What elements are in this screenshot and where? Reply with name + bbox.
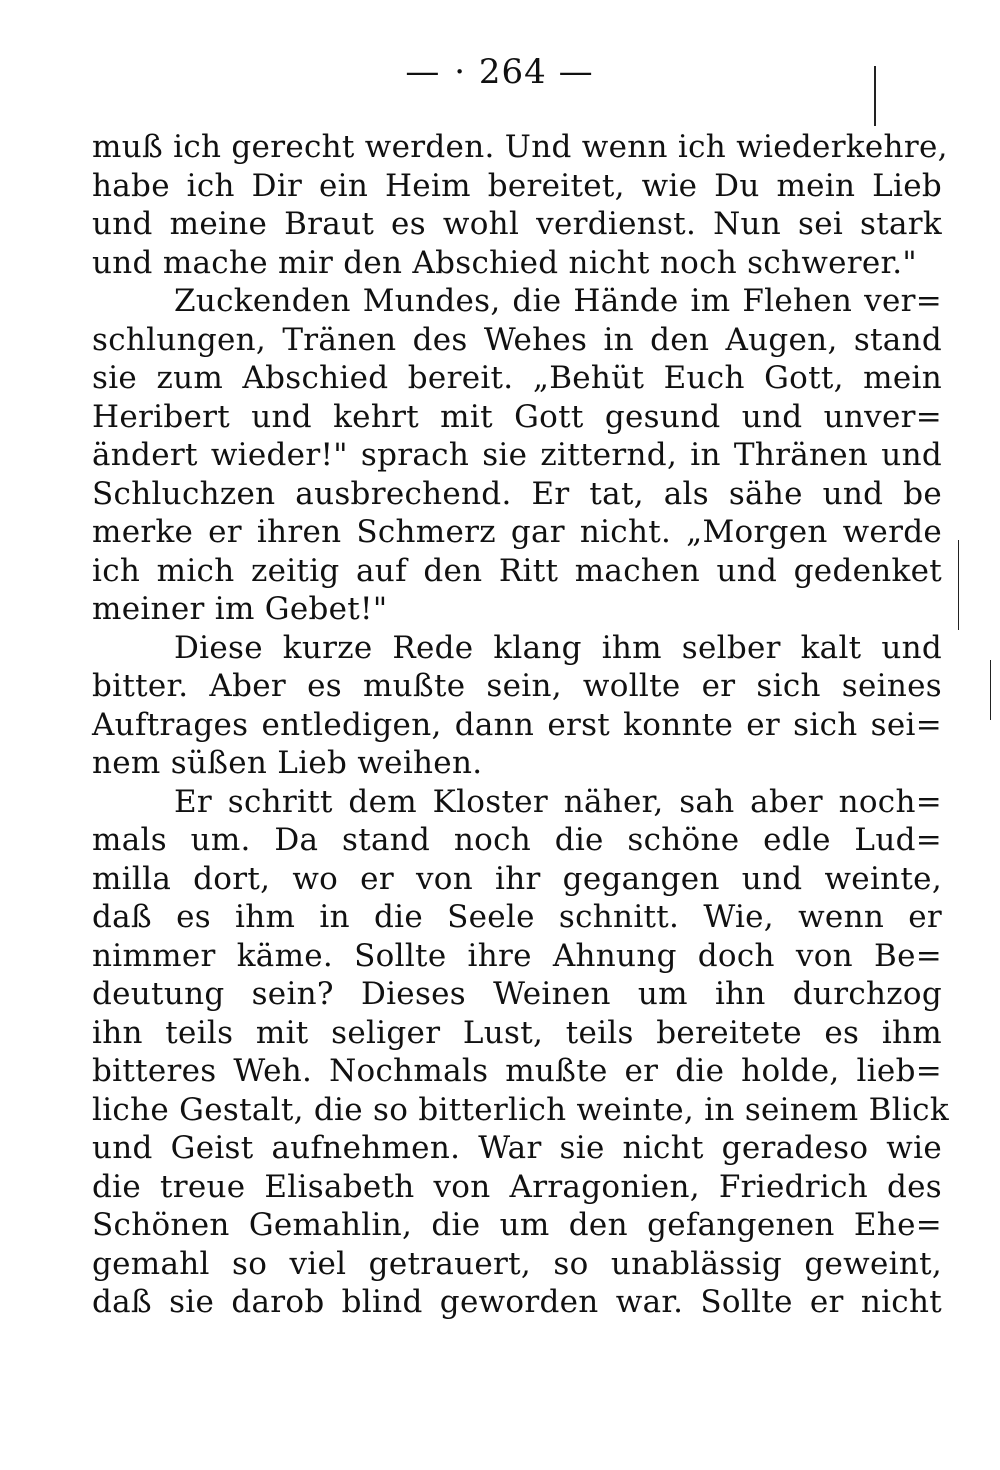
text-line: und meine Braut es wohl verdienst. Nun sei stark [92,206,942,242]
header-dash-right: — [558,52,595,92]
text-line: Heribert und kehrt mit Gott gesund und unver= [92,398,942,435]
text-line: deutung sein? Dieses Weinen um ihn durchzog [92,976,942,1012]
text-line: schlungen, Tränen des Wehes in den Augen, stand [92,321,942,358]
text-line: milla dort, wo er von ihr gegangen und weinte, [92,860,942,897]
text-line: habe ich Dir ein Heim bereitet, wie Du mein Lieb [92,167,942,204]
text-line: nem süßen Lieb weihen. [92,745,483,781]
text-line: bitteres Weh. Nochmals mußte er die holde, lieb= [92,1053,942,1089]
scan-edge-mark [990,660,991,720]
text-line: merke er ihren Schmerz gar nicht. „Morgen werde [92,514,942,550]
text-line: ändert wieder!" sprach sie zitternd, in Thränen und [92,437,942,473]
text-line: nimmer käme. Sollte ihre Ahnung doch von Be= [92,937,942,974]
text-line: daß es ihm in die Seele schnitt. Wie, wenn er [92,899,942,935]
text-line: Schluchzen ausbrechend. Er tat, als sähe und be [92,475,942,512]
scan-edge-mark [958,540,959,630]
text-line: Er schritt dem Kloster näher, sah aber noch= [174,783,942,820]
text-line: ich mich zeitig auf den Ritt machen und gedenket [92,552,942,589]
body-text [92,128,949,1322]
text-line: und mache mir den Abschied nicht noch schwerer." [92,244,917,281]
header-dash-left: — · [405,52,468,92]
text-line: mals um. Da stand noch die schöne edle Lud= [92,822,942,858]
text-line: sie zum Abschied bereit. „Behüt Euch Gott, mein [92,360,942,396]
text-line: Auftrages entledigen, dann erst konnte er sich sei= [92,706,942,743]
page-number: 264 [478,52,547,92]
text-line: und Geist aufnehmen. War sie nicht geradeso wie [92,1130,942,1166]
text-line: die treue Elisabeth von Arragonien, Friedrich des [92,1168,942,1205]
scan-edge-mark [874,66,876,126]
page-header [0,52,1000,92]
text-line: Schönen Gemahlin, die um den gefangenen Ehe= [92,1207,942,1243]
text-line: Diese kurze Rede klang ihm selber kalt und [174,629,942,666]
text-line: bitter. Aber es mußte sein, wollte er sich seines [92,668,942,704]
text-line: liche Gestalt, die so bitterlich weinte, in seinem Blick [92,1091,949,1128]
text-line: gemahl so viel getrauert, so unablässig geweint, [92,1245,942,1282]
text-line: Zuckenden Mundes, die Hände im Flehen ver= [174,283,942,319]
text-line: daß sie darob blind geworden war. Sollte er nicht [92,1284,942,1320]
text-line: meiner im Gebet!" [92,591,388,627]
text-line: muß ich gerecht werden. Und wenn ich wiederkehre, [92,129,948,165]
text-line: ihn teils mit seliger Lust, teils bereitete es ihm [92,1014,942,1051]
